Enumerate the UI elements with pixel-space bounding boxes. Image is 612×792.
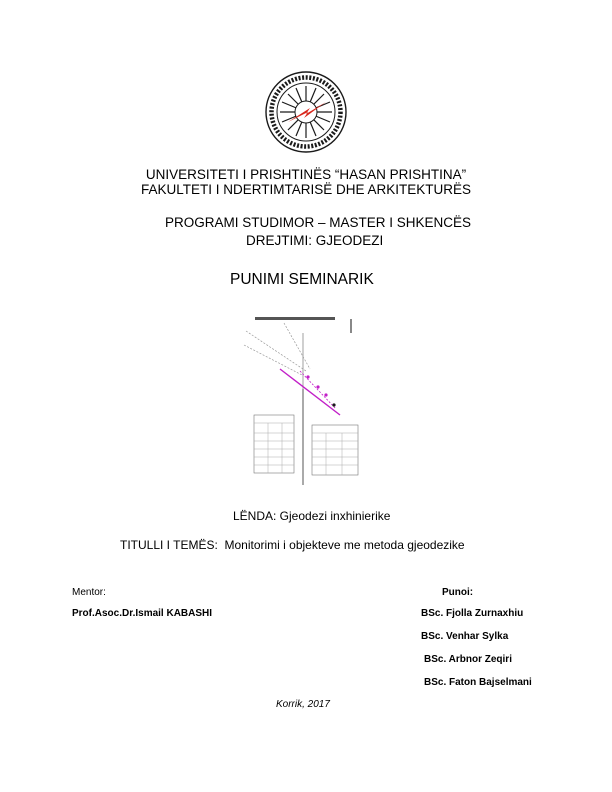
- university-logo: [264, 70, 348, 154]
- author-name: BSc. Venhar Sylka: [421, 631, 509, 642]
- topic-value: Monitorimi i objekteve me metoda gjeodezike: [224, 538, 465, 552]
- topic-label: TITULLI I TEMËS:: [120, 538, 218, 552]
- mentor-label: Mentor:: [72, 587, 106, 598]
- authors-label: Punoi:: [442, 587, 474, 598]
- mentor-name: Prof.Asoc.Dr.Ismail KABASHI: [72, 608, 213, 619]
- program-title: PROGRAMI STUDIMOR – MASTER I SHKENCËS: [165, 215, 472, 230]
- document-date: Korrik, 2017: [276, 699, 330, 710]
- topic-line: [120, 538, 465, 552]
- subject-line: LËNDA: Gjeodezi inxhinierike: [233, 509, 391, 523]
- author-name: BSc. Faton Bajselmani: [424, 677, 532, 688]
- faculty-name: FAKULTETI I NDERTIMTARISË DHE ARKITEKTURËS: [140, 182, 472, 197]
- author-name: BSc. Arbnor Zeqiri: [424, 654, 512, 665]
- document-type: PUNIMI SEMINARIK: [230, 271, 374, 288]
- cover-figure: [240, 309, 366, 485]
- program-direction: DREJTIMI: GJEODEZI: [246, 233, 384, 248]
- author-name: BSc. Fjolla Zurnaxhiu: [421, 608, 524, 619]
- university-name: UNIVERSITETI I PRISHTINËS “HASAN PRISHTINA”: [145, 167, 467, 182]
